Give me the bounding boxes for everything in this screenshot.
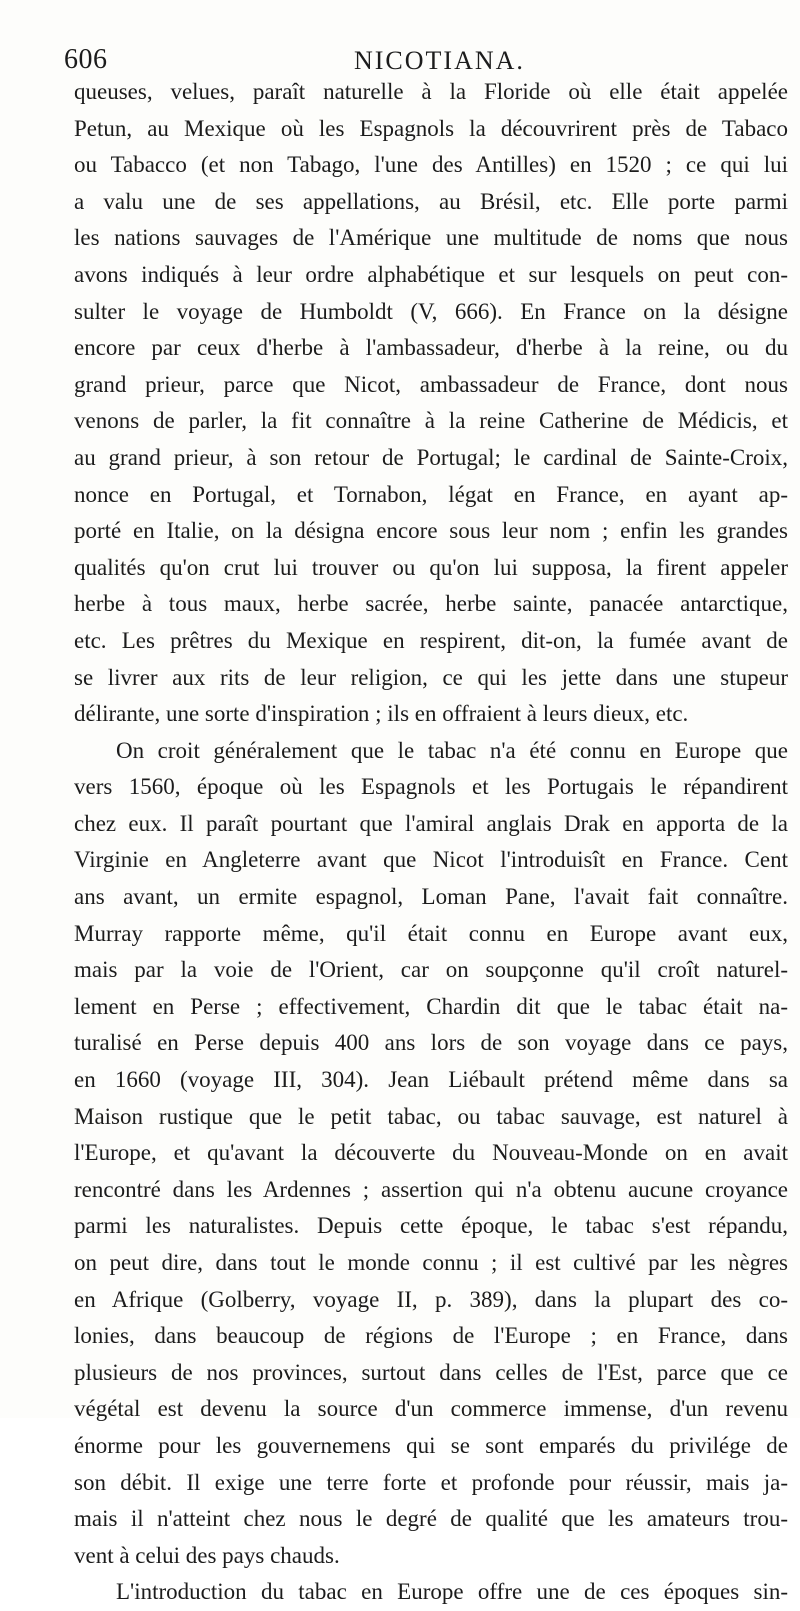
text-line: avons indiqués à leur ordre alphabétique et sur lesquels on peut con- [74,261,788,287]
text-line: herbe à tous maux, herbe sacrée, herbe sainte, panacée antarctique, [74,591,788,617]
text-line: etc. Les prêtres du Mexique en respirent, dit-on, la fumée avant de [74,627,788,653]
text-line: Maison rustique que le petit tabac, ou tabac sauvage, est naturel à [74,1103,788,1129]
text-line: Murray rapporte même, qu'il était connu en Europe avant eux, [74,920,788,946]
text-line: vent à celui des pays chauds. [74,1542,340,1568]
text-line: qualités qu'on crut lui trouver ou qu'on lui supposa, la firent appeler [74,554,788,580]
text-line: végétal est devenu la source d'un commerce immense, d'un revenu [74,1396,788,1422]
running-title: NICOTIANA. [354,46,525,75]
text-line: On croit généralement que le tabac n'a été connu en Europe que [116,737,788,763]
text-line: porté en Italie, on la désigna encore sous leur nom ; enfin les grandes [74,518,788,544]
text-line: queuses, velues, paraît naturelle à la Floride où elle était appelée [74,79,788,104]
text-line: les nations sauvages de l'Amérique une multitude de noms que nous [74,225,788,251]
text-line: parmi les naturalistes. Depuis cette époque, le tabac s'est répandu, [74,1213,788,1239]
text-line: sulter le voyage de Humboldt (V, 666). En France on la désigne [74,298,788,324]
text-line: Virginie en Angleterre avant que Nicot l'introduisît en France. Cent [74,847,788,873]
text-line: grand prieur, parce que Nicot, ambassadeur de France, dont nous [74,371,788,397]
text-line: Petun, au Mexique où les Espagnols la découvrirent près de Tabaco [74,115,788,141]
text-line: ans avant, un ermite espagnol, Loman Pane, l'avait fait connaître. [74,884,788,910]
text-line: chez eux. Il paraît pourtant que l'amiral anglais Drak en apporta de la [74,810,788,836]
text-line: au grand prieur, à son retour de Portugal; le cardinal de Sainte-Croix, [74,444,788,470]
text-line: lonies, dans beaucoup de régions de l'Europe ; en France, dans [74,1323,788,1349]
text-line: en Afrique (Golberry, voyage II, p. 389), dans la plupart des co- [74,1286,788,1312]
text-line: a valu une de ses appellations, au Brésil, etc. Elle porte parmi [74,188,788,214]
text-line: mais il n'atteint chez nous le degré de qualité que les amateurs trou- [74,1506,788,1532]
text-line: on peut dire, dans tout le monde connu ; il est cultivé par les nègres [74,1250,788,1275]
text-line: vers 1560, époque où les Espagnols et les Portugais le répandirent [74,774,788,800]
text-line: ou Tabacco (et non Tabago, l'une des Antilles) en 1520 ; ce qui lui [74,152,788,178]
text-line: en 1660 (voyage III, 304). Jean Liébault prétend même dans sa [74,1067,788,1093]
text-line: turalisé en Perse depuis 400 ans lors de son voyage dans ce pays, [74,1030,788,1056]
body-text [74,74,788,1611]
text-line: encore par ceux d'herbe à l'ambassadeur, d'herbe à la reine, ou du [74,335,788,361]
text-line: lement en Perse ; effectivement, Chardin dit que le tabac était na- [74,993,788,1019]
text-line: plusieurs de nos provinces, surtout dans celles de l'Est, parce que ce [74,1359,788,1385]
text-line: son débit. Il exige une terre forte et profonde pour réussir, mais ja- [74,1469,788,1495]
text-line: venons de parler, la fit connaître à la reine Catherine de Médicis, et [74,408,788,434]
text-line: énorme pour les gouvernemens qui se sont emparés du privilége de [74,1432,788,1458]
text-line: L'introduction du tabac en Europe offre une de ces époques sin- [116,1579,788,1605]
text-line: se livrer aux rits de leur religion, ce qui les jette dans une stupeur [74,664,788,690]
text-line: mais par la voie de l'Orient, car on soupçonne qu'il croît naturel- [74,957,788,983]
text-line: délirante, une sorte d'inspiration ; ils en offraient à leurs dieux, etc. [74,701,689,727]
text-line: l'Europe, et qu'avant la découverte du Nouveau-Monde on en avait [74,1140,788,1166]
page-number: 606 [64,44,108,75]
text-line: rencontré dans les Ardennes ; assertion qui n'a obtenu aucune croyance [74,1176,788,1202]
text-line: nonce en Portugal, et Tornabon, légat en France, en ayant ap- [74,481,788,507]
